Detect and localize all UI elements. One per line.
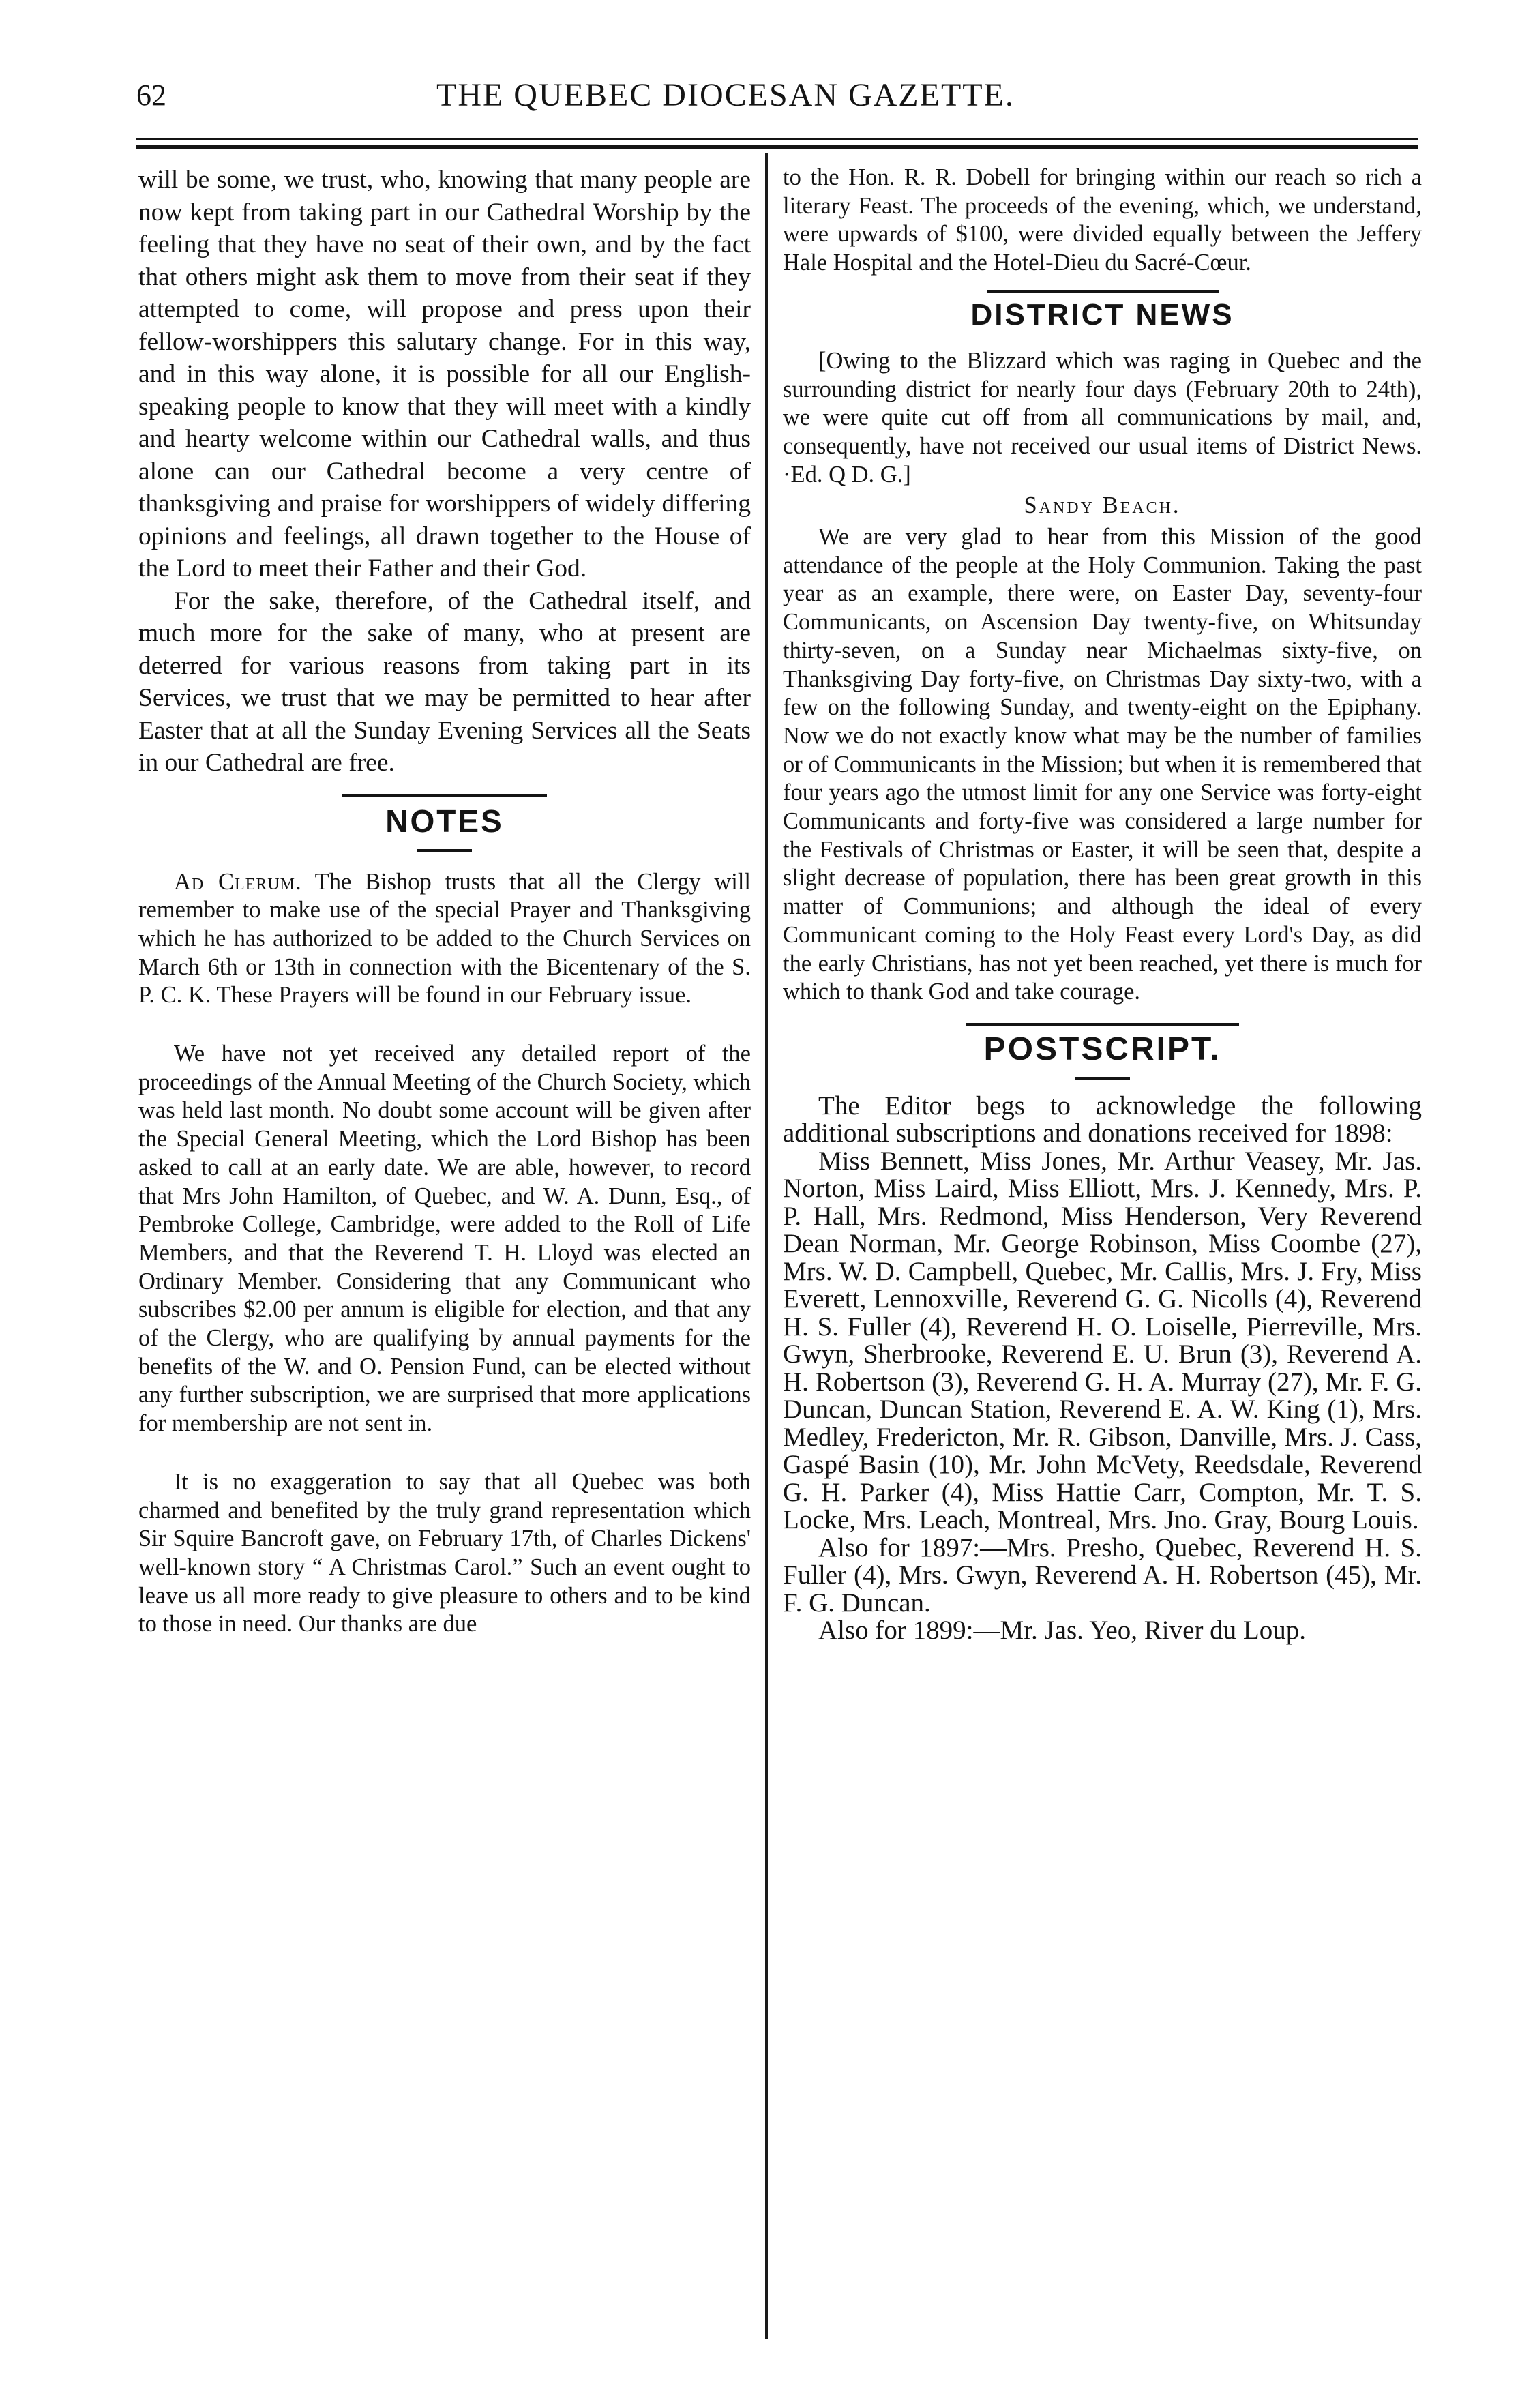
header-rule-thin	[136, 138, 1418, 140]
sandy-beach-heading: Sandy Beach.	[1024, 492, 1181, 519]
postscript-heading-underline	[1075, 1077, 1130, 1080]
notes-heading: NOTES	[385, 803, 504, 839]
subscribers-1897: Also for 1897:—Mrs. Presho, Quebec, Reverend H. S. Fuller (4), Mrs. Gwyn, Reverend A. H. Robertson (45), Mr. F. G. Duncan.	[783, 1532, 1422, 1618]
page-header	[136, 68, 1418, 123]
page-title: THE QUEBEC DIOCESAN GAZETTE.	[436, 77, 1015, 113]
notes-heading-underline	[417, 849, 472, 852]
right-column	[783, 164, 1422, 1645]
notes-heading-block	[138, 794, 751, 852]
cathedral-seats-paragraph: will be some, we trust, who, knowing that many people are now kept from taking part in our Cathedral Worship by the feeling that they have no seat of their own, and by the fact that others might ask them to move from their seat if they attempted to come, will propose and press upon their fellow-worshippers this salutary change. For in this way, and in this way alone, it is possible for all our English-speaking people to know that they will meet with a kindly and hearty welcome within our Cathedral walls, and thus alone can our Cathedral become a very centre of thanksgiving and praise for worshippers of widely differing opinions and feelings, all drawn together to the House of the Lord to meet their Father and their God.	[138, 166, 751, 582]
left-column	[138, 164, 751, 1639]
header-rule-thick	[136, 145, 1418, 149]
district-news-heading-block	[783, 290, 1422, 338]
church-society-note: We have not yet received any detailed report of the proceedings of the Annual Meeting of the Church Society, which was held last month. No doubt some account will be given after the Special General Meeting, which the Lord Bishop has been asked to call at an early date. We are able, however, to record that Mrs John Hamilton, of Quebec, and W. A. Dunn, Esq., of Pembroke College, Cambridge, were added to the Roll of Life Members, and that the Reverend T. H. Lloyd was elected an Ordinary Member. Considering that any Communicant who subscribes $2.00 per annum is eligible for election, and that any of the Clergy, who are qualifying by annual payments for the benefits of the W. and O. Pension Fund, can be elected without any further subscription, we are surprised that more applications for membership are not sent in.	[138, 1041, 751, 1437]
carol-continuation: to the Hon. R. R. Dobell for bringing within our reach so rich a literary Feast. The proceeds of the evening, which, we understand, were upwards of $100, were divided equally between the Jeffery Hale Hospital and the Hotel-Dieu du Sacré-Cœur.	[783, 164, 1422, 276]
subscribers-1899: Also for 1899:—Mr. Jas. Yeo, River du Loup.	[818, 1616, 1307, 1646]
postscript-heading-block	[783, 1023, 1422, 1080]
subscribers-1898: Miss Bennett, Miss Jones, Mr. Arthur Veasey, Mr. Jas. Norton, Miss Laird, Miss Elliott, Mrs. J. Kennedy, Mrs. P. P. Hall, Mrs. Redmond, Miss Henderson, Very Reverend Dean Norman, Mr. George Robinson, Miss Coombe (27), Mrs. W. D. Campbell, Quebec, Mr. Callis, Mrs. J. Fry, Miss Everett, Lennoxville, Reverend G. G. Nicolls (4), Reverend H. S. Fuller (4), Reverend H. O. Loiselle, Pierreville, Mrs. Gwyn, Sherbrooke, Reverend E. U. Brun (3), Reverend A. H. Robertson (3), Reverend G. H. A. Murray (27), Mr. F. G. Duncan, Duncan Station, Reverend E. A. W. King (1), Mrs. Medley, Fredericton, Mr. R. Gibson, Danville, Mrs. J. Cass, Gaspé Basin (10), Mr. John McVety, Reedsdale, Reverend G. H. Parker (4), Miss Hattie Carr, Compton, Mr. T. S. Locke, Mrs. Leach, Montreal, Mrs. Jno. Gray, Bourg Louis.	[783, 1146, 1422, 1535]
blizzard-note: [Owing to the Blizzard which was raging in Quebec and the surrounding district for nearly four days (February 20th to 24th), we were quite cut off from all communications by mail, and, consequently, have not received our usual items of District News. ·Ed. Q D. G.]	[783, 347, 1422, 488]
free-seats-paragraph: For the sake, therefore, of the Cathedral itself, and much more for the sake of many, who at present are deterred for various reasons from taking part in its Services, we trust that we may be permitted to hear after Easter that at all the Sunday Evening Services all the Seats in our Cathedral are free.	[138, 586, 751, 777]
sandy-beach-report: We are very glad to hear from this Mission of the good attendance of the people at the Holy Communion. Taking the past year as an example, there were, on Easter Day, seventy-four Communicants, on Ascension Day twenty-five, on Whitsunday thirty-seven, on a Sunday near Michaelmas sixty-five, on Thanksgiving Day forty-five, on Christmas Day sixty-two, with a few on the following Sunday, and twenty-eight on the Epiphany. Now we do not exactly know what may be the number of families or of Communicants in the Mission; but when it is remembered that four years ago the utmost limit for any one Service was forty-eight Communicants and forty-five was considered a large number for the Festivals of Christmas or Easter, it will be seen that, despite a slight decrease of population, there has been great growth in this matter of Communions; and although the ideal of every Communicant coming to the Holy Feast every Lord's Day, as did the early Christians, has not yet been reached, yet there is much for which to thank God and take courage.	[783, 524, 1422, 1005]
postscript-heading: POSTSCRIPT.	[983, 1030, 1221, 1067]
column-divider	[765, 153, 768, 2339]
district-news-heading: DISTRICT NEWS	[970, 297, 1234, 331]
ad-clerum-text: The Bishop trusts that all the Clergy will remember to make use of the special Prayer and Thanksgiving which he has authorized to be added to the Church Services on March 6th or 13th in connection with the Bicentenary of the S. P. C. K. These Prayers will be found in our February issue.	[138, 868, 751, 1009]
christmas-carol-note: It is no exaggeration to say that all Quebec was both charmed and benefited by the truly grand representation which Sir Squire Bancroft gave, on February 17th, of Charles Dickens' well-known story “ A Christmas Carol.” Such an event ought to leave us all more ready to give pleasure to others and to be kind to those in need. Our thanks are due	[138, 1468, 751, 1637]
page-number: 62	[136, 78, 166, 112]
ad-clerum-note	[138, 868, 751, 1011]
postscript-intro: The Editor begs to acknowledge the following additional subscriptions and donations received for 1898:	[783, 1090, 1422, 1148]
ad-clerum-label: Ad Clerum.	[174, 868, 302, 895]
